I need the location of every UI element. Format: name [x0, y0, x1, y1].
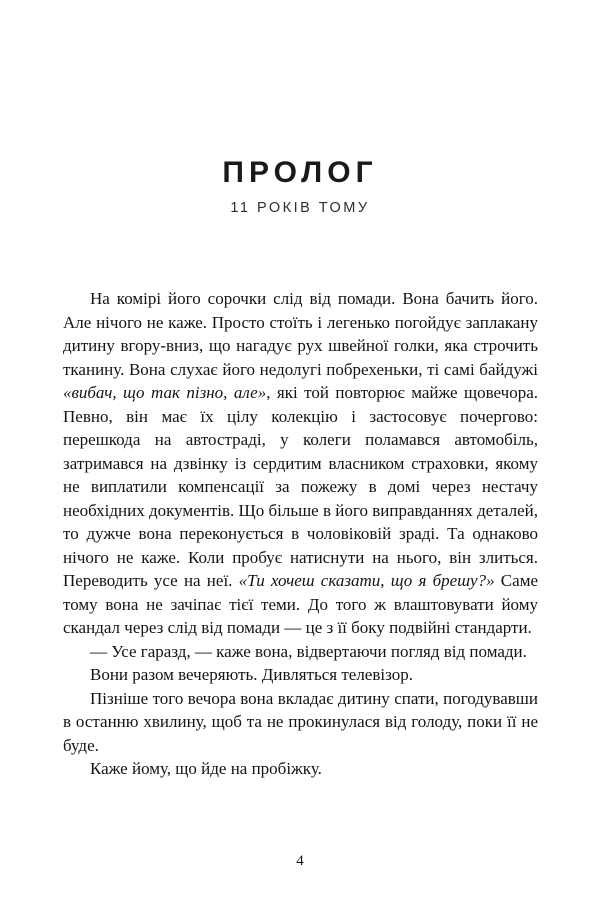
paragraph — [63, 663, 538, 687]
paragraph — [63, 757, 538, 781]
paragraph-segment: Вони разом вечеряють. Дивляться телевізор. — [90, 665, 413, 684]
paragraph-segment-italic: «Ти хочеш сказати, що я брешу?» — [238, 571, 495, 590]
paragraph-segment-italic: «вибач, що так пізно, але» — [63, 383, 267, 402]
page-number: 4 — [296, 853, 304, 869]
paragraph — [63, 640, 538, 664]
chapter-title: ПРОЛОГ — [222, 156, 378, 189]
paragraph-segment: Каже йому, що йде на пробіжку. — [90, 759, 322, 778]
chapter-subtitle: 11 РОКІВ ТОМУ — [230, 200, 370, 216]
body-text — [63, 287, 538, 781]
paragraph — [63, 687, 538, 758]
paragraph-segment: , які той повторює майже щовечора. Певно, він має їх цілу колекцію і застосовує почергово: перешкода на автостраді, у колеги поламався автомобіль, затримався на дзвінку із сердитим власником страховки, якому не виплатили компенсації за пожежу в домі через нестачу необхідних документів. Що більше в його виправданнях деталей, то дужче вона переконується в чоловіковій зраді. Та однаково нічого не каже. Коли пробує натиснути на нього, він злиться. Переводить усе на неї. — [63, 383, 538, 590]
chapter-header — [0, 0, 600, 216]
paragraph-segment: Саме тому вона не зачіпає тієї теми. До того ж влаштовувати йому скандал через слід від помади — це з її боку подвійні стандарти. — [63, 571, 538, 637]
paragraph-segment: Пізніше того вечора вона вкладає дитину спати, погодувавши в останню хвилину, щоб та не прокинулася від голоду, поки її не буде. — [63, 688, 538, 755]
page-footer — [0, 852, 600, 870]
paragraph-segment: На комірі його сорочки слід від помади. Вона бачить його. Але нічого не каже. Просто стоїть і легенько погойдує заплакану дитину вгору-вниз, що нагадує рух швейної голки, яка строчить тканину. Вона слухає його недолугі побрехеньки, ті самі байдужі — [63, 289, 538, 379]
paragraph-segment: — Усе гаразд, — каже вона, відвертаючи погляд від помади. — [90, 641, 527, 661]
paragraph — [63, 287, 538, 640]
